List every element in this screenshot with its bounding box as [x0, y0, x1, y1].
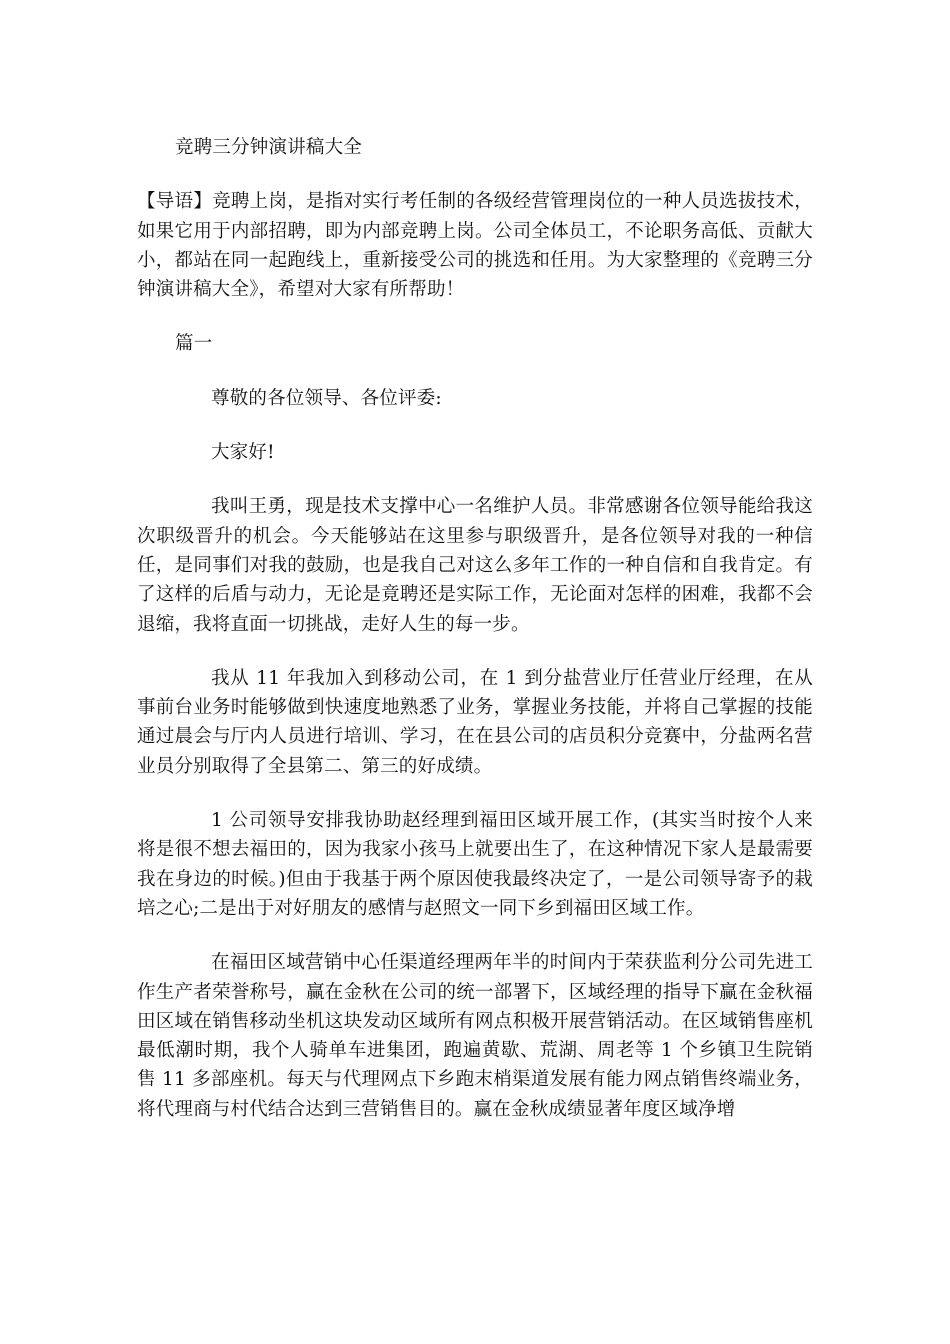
intro-paragraph: 【导语】竞聘上岗，是指对实行考任制的各级经营管理岗位的一种人员选拔技术，如果它用于内部招聘，即为内部竞聘上岗。公司全体员工，不论职务高低、贡献大小，都站在同一起跑线上，重新接受公司的挑选和任用。为大家整理的《竞聘三分钟演讲稿大全》，希望对大家有所帮助！ [137, 191, 813, 301]
body-paragraph: 1 公司领导安排我协助赵经理到福田区域开展工作，(其实当时按个人来将是很不想去福田的，因为我家小孩马上就要出生了，在这种情况下家人是最需要我在身边的时候。)但由于我基于两个原因使我最终决定了，一是公司领导寄予的栽培之心;二是出于对好朋友的感情与赵照文一同下乡到福田区域工作。 [137, 810, 813, 919]
body-paragraph: 我从 11 年我加入到移动公司，在 1 到分盐营业厅任营业厅经理，在从事前台业务时能够做到快速度地熟悉了业务，掌握业务技能，并将自己掌握的技能通过晨会与厅内人员进行培训、学习，在在县公司的店员积分竞赛中，分盐两名营业员分别取得了全县第二、第三的好成绩。 [137, 667, 813, 777]
greeting: 大家好! [211, 442, 275, 464]
section-heading: 篇一 [175, 333, 213, 355]
salutation: 尊敬的各位领导、各位评委: [211, 387, 442, 409]
document-title: 竞聘三分钟演讲稿大全 [175, 137, 363, 158]
body-paragraph: 我叫王勇，现是技术支撑中心一名维护人员。非常感谢各位领导能给我这次职级晋升的机会。今天能够站在这里参与职级晋升，是各位领导对我的一种信任，是同事们对我的鼓励，也是我自己对这么多年工作的一种自信和自我肯定。有了这样的后盾与动力，无论是竟聘还是实际工作，无论面对怎样的困难，我都不会退缩，我将直面一切挑战，走好人生的每一步。 [137, 496, 813, 635]
document-body [137, 133, 813, 1149]
body-paragraph: 在福田区域营销中心任渠道经理两年半的时间内于荣获监利分公司先进工作生产者荣誉称号，赢在金秋在公司的统一部署下，区域经理的指导下赢在金秋福田区域在销售移动坐机这块发动区域所有网点积极开展营销活动。在区域销售座机最低潮时期，我个人骑单车进集团，跑遍黄歇、荒湖、周老等 1 个乡镇卫生院销售 11 多部座机。每天与代理网点下乡跑末梢渠道发展有能力网点销售终端业务，将代理商与村代结合达到三营销售目的。赢在金秋成绩显著年度区域净增 [137, 952, 813, 1120]
